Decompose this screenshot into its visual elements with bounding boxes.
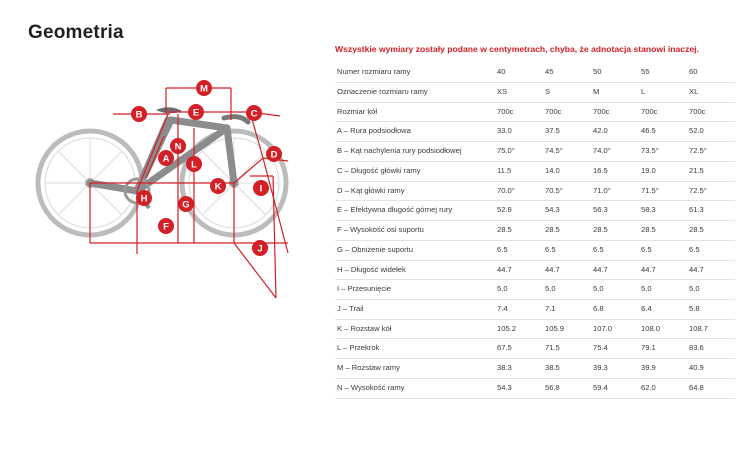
row-label: B – Kąt nachylenia rury podsiodłowej xyxy=(335,142,495,162)
table-cell: 107.0 xyxy=(591,319,639,339)
table-cell: 5.0 xyxy=(543,280,591,300)
units-note: Wszystkie wymiary zostały podane w centymetrach, chyba, że adnotacja stanowi inaczej. xyxy=(335,44,699,54)
table-cell: 52.8 xyxy=(495,201,543,221)
table-row xyxy=(335,83,735,103)
table-cell: 74.5° xyxy=(543,142,591,162)
row-label: C – Długość główki ramy xyxy=(335,161,495,181)
diagram-label-A-text: A xyxy=(162,153,170,165)
table-cell: 62.0 xyxy=(639,378,687,398)
table-cell: 74.0° xyxy=(591,142,639,162)
table-row xyxy=(335,221,735,241)
table-row xyxy=(335,122,735,142)
table-cell: 28.5 xyxy=(591,221,639,241)
table-cell: M xyxy=(591,83,639,103)
table-cell: 108.7 xyxy=(687,319,735,339)
table-cell: 6.8 xyxy=(591,299,639,319)
table-cell: 38.3 xyxy=(495,359,543,379)
table-cell: 39.3 xyxy=(591,359,639,379)
table-cell: 45 xyxy=(543,63,591,82)
table-cell: 19.0 xyxy=(639,161,687,181)
diagram-label-F-text: F xyxy=(163,221,169,233)
row-label: Numer rozmiaru ramy xyxy=(335,63,495,82)
diagram-label-C-text: C xyxy=(250,108,258,120)
table-row xyxy=(335,142,735,162)
table-cell: 105.2 xyxy=(495,319,543,339)
table-row xyxy=(335,299,735,319)
table-cell: 14.0 xyxy=(543,161,591,181)
table-cell: 60 xyxy=(687,63,735,82)
diagram-label-D-text: D xyxy=(270,149,278,161)
row-label: A – Rura podsiodłowa xyxy=(335,122,495,142)
diagram-label-M-text: M xyxy=(200,83,208,95)
table-cell: 6.4 xyxy=(639,299,687,319)
diagram-label-G-text: G xyxy=(182,199,190,211)
table-cell: 16.5 xyxy=(591,161,639,181)
row-label: I – Przesunięcie xyxy=(335,280,495,300)
table-cell: 6.5 xyxy=(591,240,639,260)
page-title: Geometria xyxy=(28,22,124,43)
table-cell: 55 xyxy=(639,63,687,82)
bike-illustration xyxy=(38,107,286,235)
table-cell: 5.0 xyxy=(639,280,687,300)
table-row xyxy=(335,161,735,181)
table-cell: 79.1 xyxy=(639,339,687,359)
table-cell: 5.8 xyxy=(687,299,735,319)
table-cell: 700c xyxy=(543,102,591,122)
row-label: M – Rozstaw ramy xyxy=(335,359,495,379)
table-cell: 700c xyxy=(495,102,543,122)
table-row xyxy=(335,102,735,122)
table-cell: 38.5 xyxy=(543,359,591,379)
table-cell: 42.0 xyxy=(591,122,639,142)
table-cell: 6.5 xyxy=(495,240,543,260)
table-row xyxy=(335,319,735,339)
table-cell: 75.0° xyxy=(495,142,543,162)
table-cell: 50 xyxy=(591,63,639,82)
diagram-label-H-text: H xyxy=(140,193,148,205)
table-row xyxy=(335,63,735,82)
table-cell: 700c xyxy=(639,102,687,122)
table-cell: 44.7 xyxy=(591,260,639,280)
table-cell: 44.7 xyxy=(639,260,687,280)
table-row xyxy=(335,378,735,398)
table-cell: 28.5 xyxy=(687,221,735,241)
table-cell: 52.0 xyxy=(687,122,735,142)
table-cell: 54.3 xyxy=(543,201,591,221)
table-cell: 64.8 xyxy=(687,378,735,398)
table-cell: 6.5 xyxy=(687,240,735,260)
diagram-label-L-text: L xyxy=(191,159,197,171)
table-cell: 6.5 xyxy=(639,240,687,260)
table-cell: 37.5 xyxy=(543,122,591,142)
table-cell: 5.0 xyxy=(495,280,543,300)
table-cell: 59.4 xyxy=(591,378,639,398)
table-cell: 11.5 xyxy=(495,161,543,181)
bike-geometry-svg xyxy=(18,58,318,348)
table-cell: 105.9 xyxy=(543,319,591,339)
table-cell: 7.1 xyxy=(543,299,591,319)
table-row xyxy=(335,260,735,280)
row-label: J – Trail xyxy=(335,299,495,319)
diagram-label-N-text: N xyxy=(174,141,182,153)
table-cell: 28.5 xyxy=(639,221,687,241)
row-label: L – Przekrok xyxy=(335,339,495,359)
table-cell: 44.7 xyxy=(543,260,591,280)
table-cell: 46.5 xyxy=(639,122,687,142)
row-label: E – Efektywna długość górnej rury xyxy=(335,201,495,221)
row-label: K – Rozstaw kół xyxy=(335,319,495,339)
table-cell: 75.4 xyxy=(591,339,639,359)
table-cell: 72.5° xyxy=(687,181,735,201)
geometry-table xyxy=(335,63,735,398)
table-cell: 28.5 xyxy=(495,221,543,241)
table-cell: 28.5 xyxy=(543,221,591,241)
table-row xyxy=(335,280,735,300)
table-row xyxy=(335,181,735,201)
row-label: H – Długość widełek xyxy=(335,260,495,280)
table-cell: 61.3 xyxy=(687,201,735,221)
row-label: G – Obniżenie suportu xyxy=(335,240,495,260)
bike-geometry-diagram xyxy=(18,58,318,348)
table-cell: 40.9 xyxy=(687,359,735,379)
diagram-label-K-text: K xyxy=(214,181,222,193)
table-cell: 33.0 xyxy=(495,122,543,142)
table-cell: 70.5° xyxy=(543,181,591,201)
table-cell: 71.0° xyxy=(591,181,639,201)
table-cell: 83.6 xyxy=(687,339,735,359)
table-row xyxy=(335,240,735,260)
table-cell: 700c xyxy=(687,102,735,122)
table-cell: 7.4 xyxy=(495,299,543,319)
table-cell: 73.5° xyxy=(639,142,687,162)
table-row xyxy=(335,339,735,359)
table-cell: 700c xyxy=(591,102,639,122)
table-cell: 39.9 xyxy=(639,359,687,379)
table-cell: L xyxy=(639,83,687,103)
table-cell: 71.5° xyxy=(639,181,687,201)
table-cell: 56.8 xyxy=(543,378,591,398)
table-cell: XL xyxy=(687,83,735,103)
table-cell: S xyxy=(543,83,591,103)
table-cell: 71.5 xyxy=(543,339,591,359)
table-cell: 58.3 xyxy=(639,201,687,221)
row-label: Rozmiar kół xyxy=(335,102,495,122)
row-label: Oznaczenie rozmiaru ramy xyxy=(335,83,495,103)
table-cell: 54.3 xyxy=(495,378,543,398)
table-cell: 21.5 xyxy=(687,161,735,181)
table-cell: 44.7 xyxy=(495,260,543,280)
diagram-label-B-text: B xyxy=(135,109,143,121)
table-cell: 40 xyxy=(495,63,543,82)
diagram-label-I-text: I xyxy=(259,183,263,195)
table-row xyxy=(335,201,735,221)
table-cell: 56.3 xyxy=(591,201,639,221)
diagram-label-E-text: E xyxy=(192,107,200,119)
row-label: N – Wysokość ramy xyxy=(335,378,495,398)
table-cell: 67.5 xyxy=(495,339,543,359)
table-cell: 5.0 xyxy=(591,280,639,300)
table-cell: 108.0 xyxy=(639,319,687,339)
table-cell: 70.0° xyxy=(495,181,543,201)
table-cell: 44.7 xyxy=(687,260,735,280)
table-cell: 72.5° xyxy=(687,142,735,162)
table-row xyxy=(335,359,735,379)
table-cell: XS xyxy=(495,83,543,103)
row-label: D – Kąt główki ramy xyxy=(335,181,495,201)
geometry-table-section xyxy=(335,44,735,399)
row-label: F – Wysokość osi suportu xyxy=(335,221,495,241)
table-cell: 6.5 xyxy=(543,240,591,260)
table-cell: 5.0 xyxy=(687,280,735,300)
diagram-label-J-text: J xyxy=(257,243,263,255)
